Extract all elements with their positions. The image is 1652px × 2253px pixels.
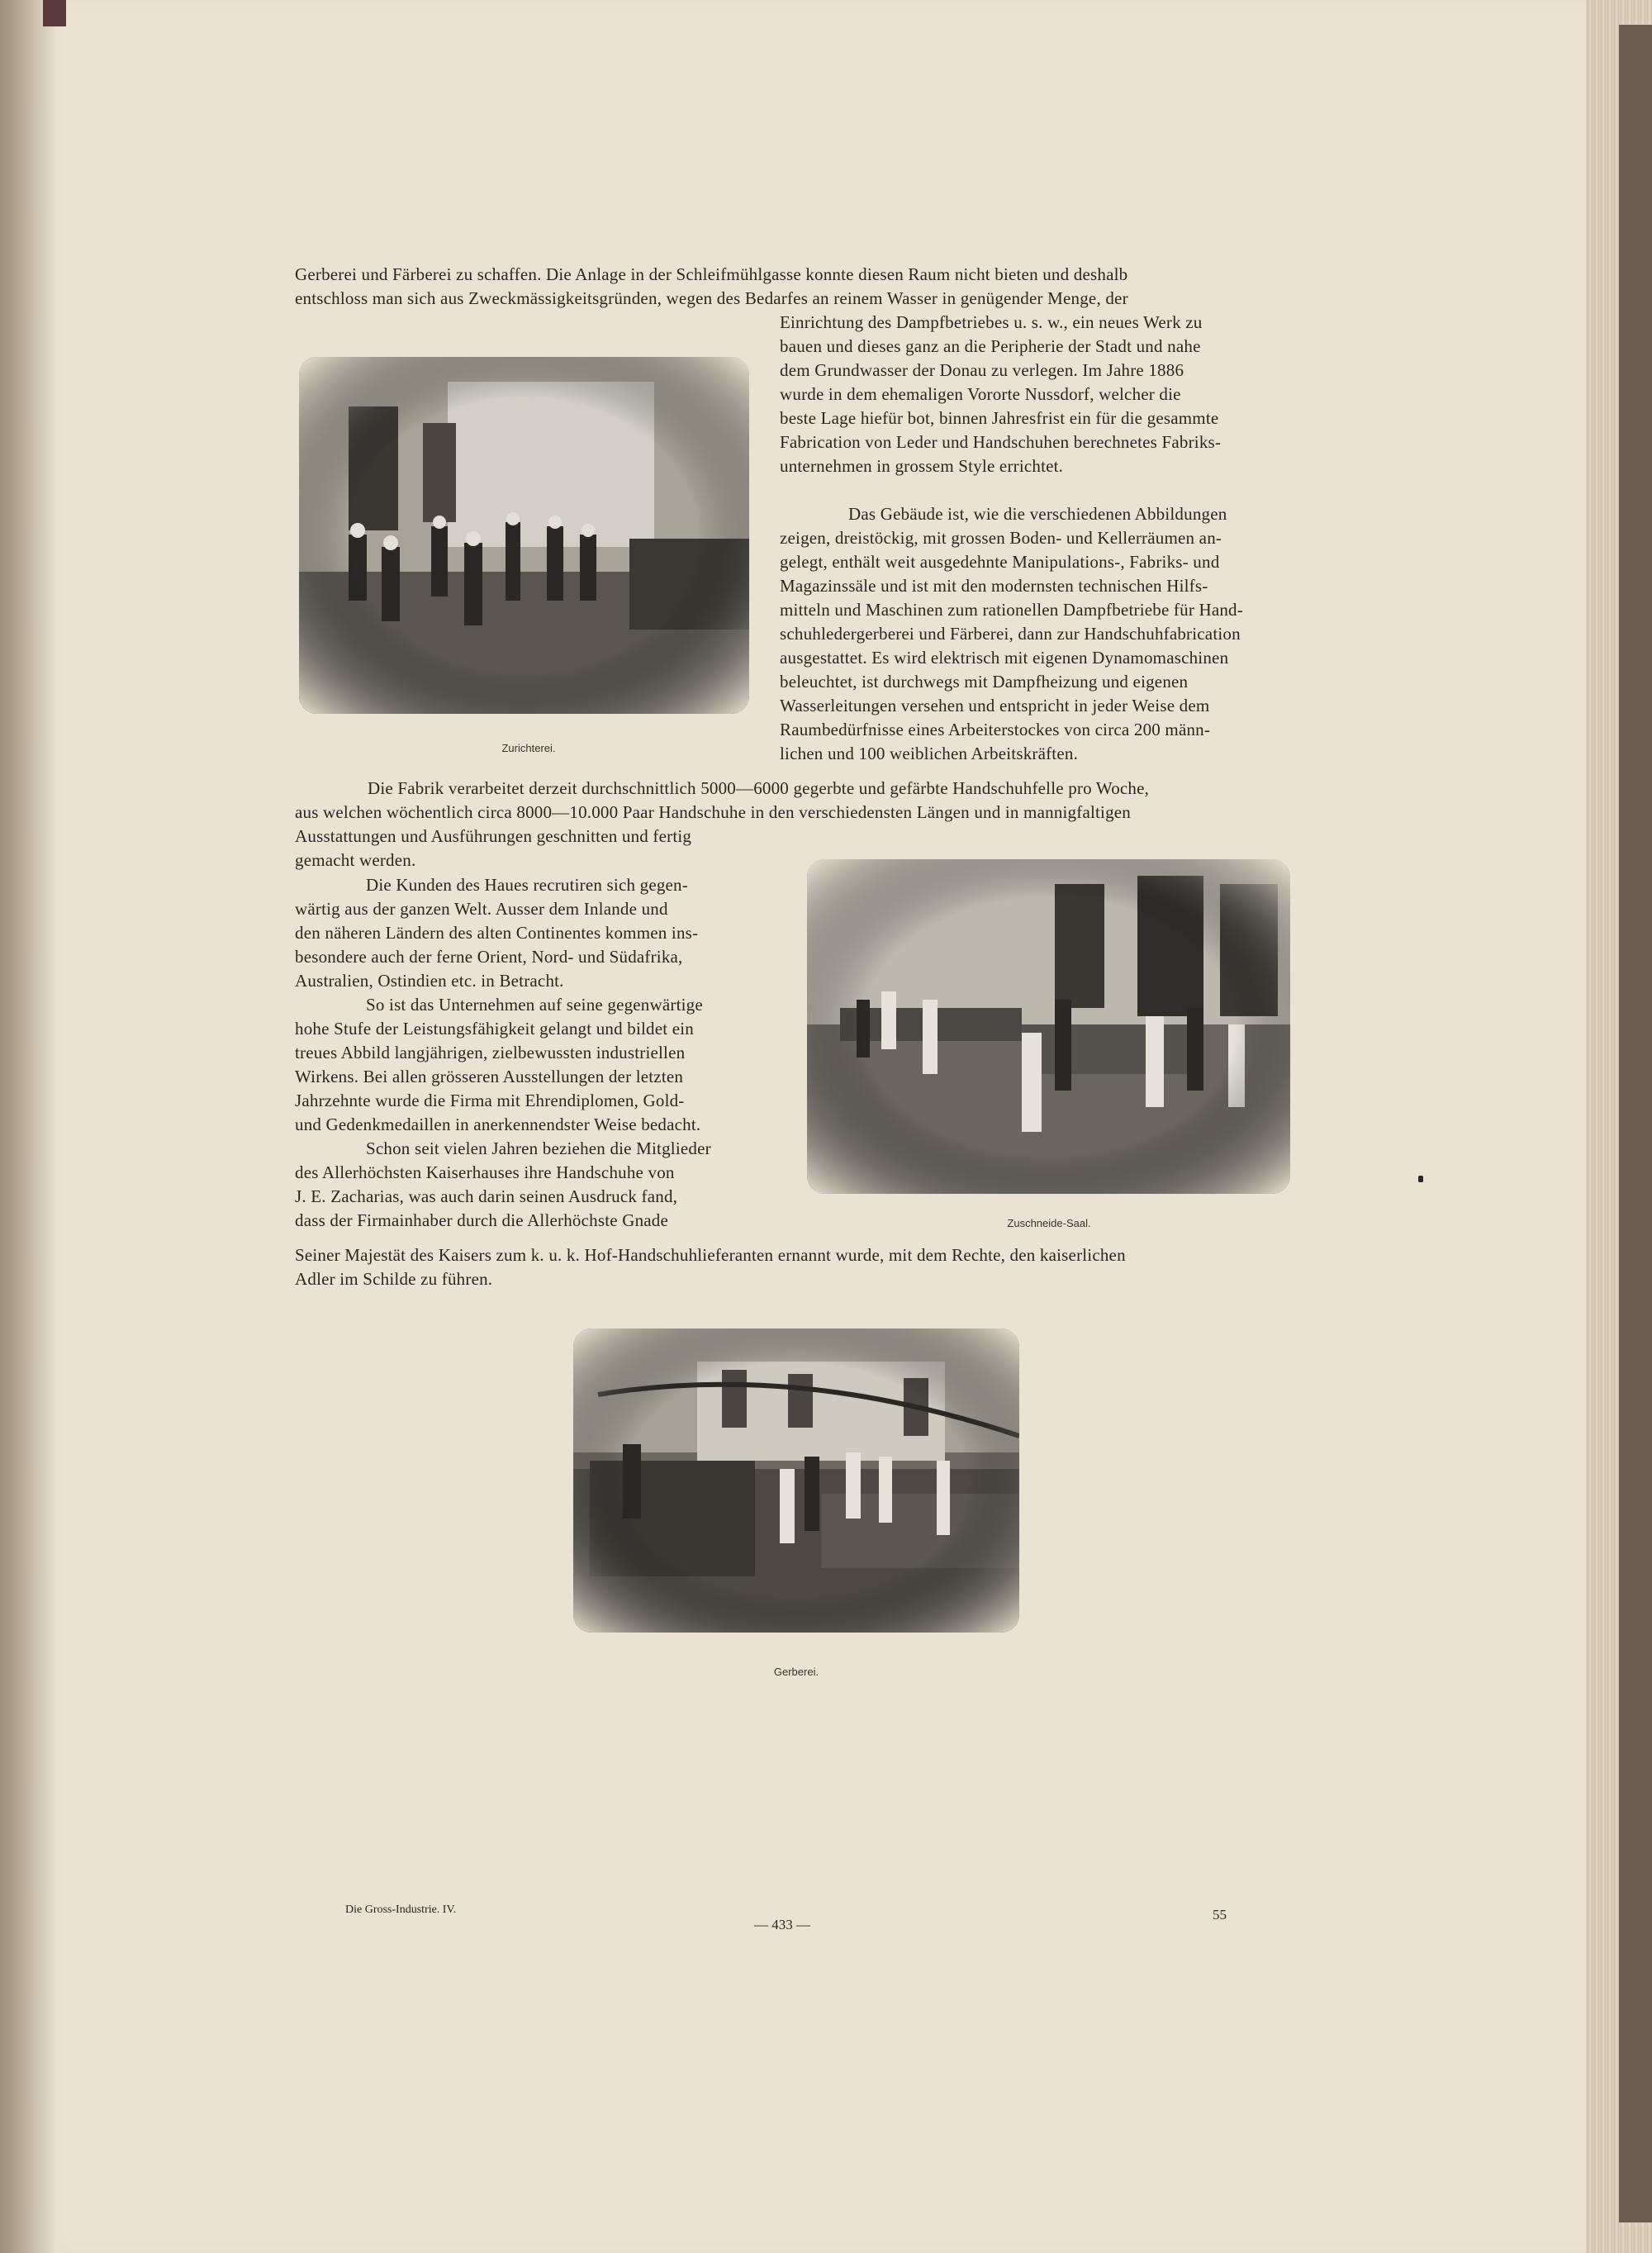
text-line: gelegt, enthält weit ausgedehnte Manipulations-, Fabriks- und	[780, 552, 1220, 572]
text-line: des Allerhöchsten Kaiserhauses ihre Handschuhe von	[295, 1162, 675, 1182]
text-line: Magazinssäle und ist mit den modernsten technischen Hilfs-	[780, 576, 1208, 596]
text-line: beste Lage hiefür bot, binnen Jahresfrist ein für die gesammte	[780, 408, 1219, 428]
text-line: Ausstattungen und Ausführungen geschnitten und fertig	[295, 826, 692, 846]
text-line: besondere auch der ferne Orient, Nord- und Südafrika,	[295, 947, 683, 967]
text-line: Das Gebäude ist, wie die verschiedenen Abbildungen	[848, 504, 1227, 524]
text-line: J. E. Zacharias, was auch darin seinen Ausdruck fand,	[295, 1186, 678, 1206]
text-line: Die Fabrik verarbeitet derzeit durchschnittlich 5000—6000 gegerbte und gefärbte Handschuhfelle pro Woche,	[368, 778, 1150, 798]
text-line: Schon seit vielen Jahren beziehen die Mitglieder	[366, 1138, 711, 1158]
text-line: ausgestattet. Es wird elektrisch mit eigenen Dynamomaschinen	[780, 648, 1229, 668]
text-line: mitteln und Maschinen zum rationellen Dampfbetriebe für Hand-	[780, 600, 1243, 620]
text-line: Wasserleitungen versehen und entspricht in jeder Weise dem	[780, 696, 1210, 715]
text-line: Wirkens. Bei allen grösseren Ausstellungen der letzten	[295, 1067, 684, 1086]
text-line: Adler im Schilde zu führen.	[295, 1269, 493, 1289]
text-line: Australien, Ostindien etc. in Betracht.	[295, 971, 564, 991]
caption-zurichterei: Zurichterei.	[501, 742, 556, 754]
text-line: den näheren Ländern des alten Continentes kommen ins-	[295, 923, 699, 943]
text-line: Die Kunden des Haues recrutiren sich gegen-	[366, 875, 688, 895]
series-title: Die Gross-Industrie. IV.	[345, 1904, 457, 1916]
text-line: bauen und dieses ganz an die Peripherie der Stadt und nahe	[780, 336, 1201, 356]
photo-gerberei-image	[573, 1329, 1019, 1633]
text-line: Einrichtung des Dampfbetriebes u. s. w., ein neues Werk zu	[780, 312, 1203, 332]
text-line: wärtig aus der ganzen Welt. Ausser dem Inlande und	[295, 899, 668, 919]
text-line: entschloss man sich aus Zweckmässigkeitsgründen, wegen des Bedarfes an reinem Wasser in genügender Menge, der	[295, 288, 1128, 308]
text-line: Raumbedürfnisse eines Arbeiterstockes von circa 200 männ-	[780, 720, 1211, 739]
text-line: Fabrication von Leder und Handschuhen berechnetes Fabriks-	[780, 432, 1222, 452]
margin-mark	[1418, 1176, 1423, 1182]
photo-gerberei	[573, 1329, 1019, 1633]
text-line: Seiner Majestät des Kaisers zum k. u. k. Hof-Handschuhlieferanten ernannt wurde, mit dem Rechte, den kaiserlichen	[295, 1245, 1126, 1265]
book-cover-edge	[1619, 25, 1652, 2222]
page-number: — 433 —	[754, 1917, 810, 1932]
text-line: und Gedenkmedaillen in anerkennendster Weise bedacht.	[295, 1115, 701, 1134]
text-line: beleuchtet, ist durchwegs mit Dampfheizung und eigenen	[780, 672, 1189, 692]
signature-mark: 55	[1213, 1907, 1227, 1923]
text-line: hohe Stufe der Leistungsfähigkeit gelangt und bildet ein	[295, 1019, 695, 1039]
photo-zuschneide-saal	[807, 859, 1290, 1194]
book-spine	[0, 0, 58, 2253]
photo-zurichterei	[299, 357, 749, 714]
text-line: Gerberei und Färberei zu schaffen. Die Anlage in der Schleifmühlgasse konnte diesen Raum nicht bieten und deshalb	[295, 264, 1128, 284]
photo-zurichterei-image	[299, 357, 749, 714]
text-line: treues Abbild langjährigen, zielbewussten industriellen	[295, 1043, 686, 1062]
text-line: So ist das Unternehmen auf seine gegenwärtige	[366, 995, 703, 1015]
text-line: schuhledergerberei und Färberei, dann zur Handschuhfabrication	[780, 624, 1241, 644]
caption-gerberei: Gerberei.	[773, 1666, 819, 1678]
page-edges	[1586, 0, 1652, 2253]
caption-zuschneide-saal: Zuschneide-Saal.	[1007, 1217, 1091, 1229]
text-line: gemacht werden.	[295, 850, 416, 870]
text-line: aus welchen wöchentlich circa 8000—10.000 Paar Handschuhe in den verschiedensten Längen und in mannigfaltigen	[295, 802, 1131, 822]
text-line: unternehmen in grossem Style errichtet.	[780, 456, 1064, 476]
photo-zuschneide-saal-image	[807, 859, 1290, 1194]
text-line: Jahrzehnte wurde die Firma mit Ehrendiplomen, Gold-	[295, 1091, 685, 1110]
text-line: dass der Firmainhaber durch die Allerhöchste Gnade	[295, 1210, 669, 1230]
spine-tab	[43, 0, 66, 26]
text-line: dem Grundwasser der Donau zu verlegen. Im Jahre 1886	[780, 360, 1184, 380]
text-line: lichen und 100 weiblichen Arbeitskräften.	[780, 744, 1079, 763]
text-line: zeigen, dreistöckig, mit grossen Boden- und Kellerräumen an-	[780, 528, 1222, 548]
text-line: wurde in dem ehemaligen Vororte Nussdorf, welcher die	[780, 384, 1181, 404]
